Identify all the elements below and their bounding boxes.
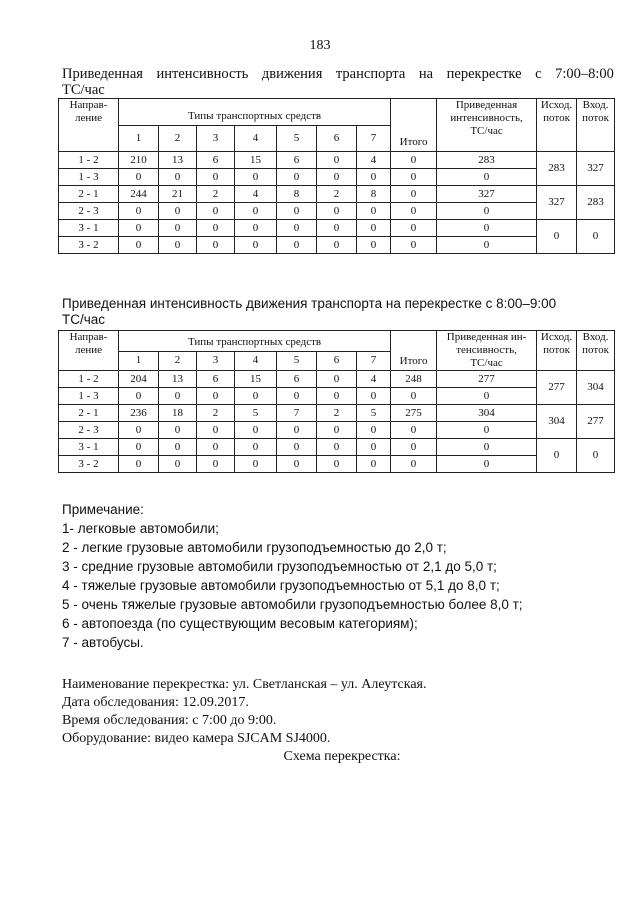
- vehicle-types-header: Типы транспортных средств: [119, 99, 391, 126]
- value-cell: 0: [277, 388, 317, 405]
- incoming-flow-cell: 0: [577, 439, 615, 473]
- total-cell: 248: [391, 371, 437, 388]
- value-cell: 0: [119, 169, 159, 186]
- reduced-intensity-cell: 0: [437, 456, 537, 473]
- direction-cell: 1 - 3: [59, 169, 119, 186]
- value-cell: 0: [277, 456, 317, 473]
- value-cell: 0: [317, 152, 357, 169]
- type-number-header: 7: [357, 351, 391, 370]
- survey-time: Время обследования: с 7:00 до 9:00.: [62, 713, 277, 728]
- direction-cell: 3 - 1: [59, 220, 119, 237]
- value-cell: 0: [317, 388, 357, 405]
- value-cell: 7: [277, 405, 317, 422]
- value-cell: 0: [197, 237, 235, 254]
- value-cell: 0: [317, 203, 357, 220]
- value-cell: 18: [159, 405, 197, 422]
- value-cell: 4: [357, 371, 391, 388]
- value-cell: 0: [159, 388, 197, 405]
- value-cell: 6: [197, 152, 235, 169]
- value-cell: 0: [277, 422, 317, 439]
- title-word: с: [535, 66, 542, 82]
- type-number-header: 4: [235, 351, 277, 370]
- value-cell: 5: [235, 405, 277, 422]
- direction-cell: 3 - 1: [59, 439, 119, 456]
- incoming-flow-cell: 304: [577, 371, 615, 405]
- value-cell: 0: [235, 422, 277, 439]
- reduced-intensity-header: Приведенная ин- тенсивность, ТС/час: [437, 331, 537, 371]
- value-cell: 0: [235, 220, 277, 237]
- value-cell: 0: [159, 456, 197, 473]
- title-word: движения: [261, 66, 323, 82]
- direction-header: Направ- ление: [59, 99, 119, 152]
- value-cell: 0: [197, 439, 235, 456]
- table-row: [59, 371, 615, 388]
- note-item: 4 - тяжелые грузовые автомобили грузоподъемностью от 5,1 до 8,0 т;: [62, 578, 500, 593]
- value-cell: 0: [119, 237, 159, 254]
- value-cell: 0: [119, 422, 159, 439]
- value-cell: 0: [317, 220, 357, 237]
- value-cell: 2: [317, 186, 357, 203]
- note-item: 7 - автобусы.: [62, 635, 144, 650]
- value-cell: 21: [159, 186, 197, 203]
- value-cell: 0: [159, 203, 197, 220]
- note-item: 3 - средние грузовые автомобили грузоподъемностью от 2,1 до 5,0 т;: [62, 559, 497, 574]
- total-header: Итого: [391, 331, 437, 371]
- table-row: [59, 203, 615, 220]
- table2-title: [62, 296, 614, 328]
- direction-cell: 3 - 2: [59, 237, 119, 254]
- direction-cell: 2 - 3: [59, 203, 119, 220]
- value-cell: 0: [235, 456, 277, 473]
- value-cell: 0: [317, 371, 357, 388]
- note-item: 1- легковые автомобили;: [62, 521, 219, 536]
- value-cell: 210: [119, 152, 159, 169]
- value-cell: 0: [159, 422, 197, 439]
- value-cell: 0: [317, 439, 357, 456]
- direction-cell: 1 - 3: [59, 388, 119, 405]
- value-cell: 0: [317, 422, 357, 439]
- note-item: 6 - автопоезда (по существующим весовым категориям);: [62, 616, 418, 631]
- outgoing-flow-header: Исход. поток: [537, 99, 577, 152]
- value-cell: 0: [357, 456, 391, 473]
- title-word: интенсивность: [156, 66, 249, 82]
- value-cell: 0: [357, 388, 391, 405]
- total-cell: 275: [391, 405, 437, 422]
- table1-title: [62, 66, 614, 98]
- table-row: [59, 152, 615, 169]
- outgoing-flow-cell: 0: [537, 220, 577, 254]
- type-number-header: 3: [197, 351, 235, 370]
- value-cell: 0: [197, 388, 235, 405]
- reduced-intensity-cell: 283: [437, 152, 537, 169]
- total-cell: 0: [391, 169, 437, 186]
- value-cell: 0: [159, 220, 197, 237]
- reduced-intensity-cell: 277: [437, 371, 537, 388]
- table-row: [59, 220, 615, 237]
- value-cell: 15: [235, 371, 277, 388]
- value-cell: 4: [235, 186, 277, 203]
- note-item: 5 - очень тяжелые грузовые автомобили грузоподъемностью более 8,0 т;: [62, 597, 523, 612]
- reduced-intensity-cell: 0: [437, 220, 537, 237]
- value-cell: 0: [235, 439, 277, 456]
- reduced-intensity-cell: 0: [437, 237, 537, 254]
- table1: [58, 98, 615, 254]
- value-cell: 204: [119, 371, 159, 388]
- total-cell: 0: [391, 388, 437, 405]
- value-cell: 0: [317, 169, 357, 186]
- direction-cell: 2 - 1: [59, 186, 119, 203]
- table-row: [59, 456, 615, 473]
- vehicle-types-header: Типы транспортных средств: [119, 331, 391, 352]
- value-cell: 0: [277, 439, 317, 456]
- reduced-intensity-cell: 304: [437, 405, 537, 422]
- value-cell: 0: [119, 388, 159, 405]
- value-cell: 244: [119, 186, 159, 203]
- total-cell: 0: [391, 203, 437, 220]
- type-number-header: 6: [317, 351, 357, 370]
- incoming-flow-header: Вход. поток: [577, 99, 615, 152]
- incoming-flow-cell: 327: [577, 152, 615, 186]
- value-cell: 0: [119, 203, 159, 220]
- direction-cell: 1 - 2: [59, 152, 119, 169]
- survey-equipment: Оборудование: видео камера SJCAM SJ4000.: [62, 731, 331, 746]
- value-cell: 0: [277, 169, 317, 186]
- value-cell: 0: [357, 220, 391, 237]
- total-cell: 0: [391, 152, 437, 169]
- title-word: транспорта: [335, 66, 406, 82]
- value-cell: 0: [159, 237, 197, 254]
- outgoing-flow-cell: 304: [537, 405, 577, 439]
- value-cell: 236: [119, 405, 159, 422]
- type-number-header: 1: [119, 126, 159, 152]
- value-cell: 2: [317, 405, 357, 422]
- value-cell: 8: [277, 186, 317, 203]
- title-word: Приведенная: [62, 66, 143, 82]
- incoming-flow-cell: 283: [577, 186, 615, 220]
- note-item: 2 - легкие грузовые автомобили грузоподъемностью до 2,0 т;: [62, 540, 447, 555]
- total-cell: 0: [391, 220, 437, 237]
- type-number-header: 6: [317, 126, 357, 152]
- outgoing-flow-header: Исход. поток: [537, 331, 577, 371]
- intersection-name: Наименование перекрестка: ул. Светланская – ул. Алеутская.: [62, 677, 427, 692]
- title-word: на: [418, 66, 434, 82]
- scheme-caption: Схема перекрестка:: [283, 749, 401, 764]
- value-cell: 0: [197, 220, 235, 237]
- value-cell: 0: [357, 169, 391, 186]
- value-cell: 0: [357, 422, 391, 439]
- value-cell: 5: [357, 405, 391, 422]
- value-cell: 0: [119, 456, 159, 473]
- table-row: [59, 186, 615, 203]
- incoming-flow-header: Вход. поток: [577, 331, 615, 371]
- value-cell: 0: [197, 203, 235, 220]
- value-cell: 6: [197, 371, 235, 388]
- title-word: 7:00–8:00: [555, 66, 614, 82]
- reduced-intensity-cell: 0: [437, 203, 537, 220]
- value-cell: 0: [119, 220, 159, 237]
- table1-title-line1: [62, 66, 614, 82]
- header-row: [59, 99, 615, 126]
- value-cell: 0: [197, 456, 235, 473]
- type-number-header: 2: [159, 351, 197, 370]
- reduced-intensity-header: Приведенная интенсивность, ТС/час: [437, 99, 537, 152]
- total-cell: 0: [391, 456, 437, 473]
- direction-cell: 2 - 3: [59, 422, 119, 439]
- direction-cell: 3 - 2: [59, 456, 119, 473]
- value-cell: 0: [357, 237, 391, 254]
- table-row: [59, 237, 615, 254]
- value-cell: 0: [317, 456, 357, 473]
- total-cell: 0: [391, 422, 437, 439]
- value-cell: 0: [277, 203, 317, 220]
- value-cell: 0: [235, 388, 277, 405]
- page-number: 183: [309, 38, 331, 53]
- direction-cell: 1 - 2: [59, 371, 119, 388]
- reduced-intensity-cell: 0: [437, 169, 537, 186]
- total-cell: 0: [391, 439, 437, 456]
- table-row: [59, 405, 615, 422]
- table-row: [59, 439, 615, 456]
- survey-date: Дата обследования: 12.09.2017.: [62, 695, 249, 710]
- value-cell: 4: [357, 152, 391, 169]
- table2-title-line2: ТС/час: [62, 312, 106, 327]
- value-cell: 0: [357, 203, 391, 220]
- value-cell: 2: [197, 405, 235, 422]
- outgoing-flow-cell: 0: [537, 439, 577, 473]
- type-number-header: 5: [277, 351, 317, 370]
- reduced-intensity-cell: 0: [437, 388, 537, 405]
- incoming-flow-cell: 0: [577, 220, 615, 254]
- value-cell: 0: [277, 220, 317, 237]
- value-cell: 0: [357, 439, 391, 456]
- value-cell: 0: [277, 237, 317, 254]
- value-cell: 15: [235, 152, 277, 169]
- reduced-intensity-cell: 0: [437, 439, 537, 456]
- type-number-header: 4: [235, 126, 277, 152]
- outgoing-flow-cell: 327: [537, 186, 577, 220]
- table1-title-line2: ТС/час: [62, 82, 105, 98]
- value-cell: 0: [235, 237, 277, 254]
- value-cell: 0: [197, 169, 235, 186]
- reduced-intensity-cell: 327: [437, 186, 537, 203]
- notes: [62, 500, 622, 652]
- table-row: [59, 388, 615, 405]
- header-row: [59, 331, 615, 352]
- value-cell: 2: [197, 186, 235, 203]
- value-cell: 13: [159, 152, 197, 169]
- value-cell: 0: [119, 439, 159, 456]
- type-number-header: 3: [197, 126, 235, 152]
- outgoing-flow-cell: 277: [537, 371, 577, 405]
- direction-header: Направ- ление: [59, 331, 119, 371]
- value-cell: 0: [317, 237, 357, 254]
- value-cell: 0: [235, 203, 277, 220]
- total-cell: 0: [391, 186, 437, 203]
- value-cell: 0: [159, 169, 197, 186]
- notes-heading: Примечание:: [62, 502, 144, 517]
- outgoing-flow-cell: 283: [537, 152, 577, 186]
- reduced-intensity-cell: 0: [437, 422, 537, 439]
- survey-info: [62, 676, 622, 766]
- total-cell: 0: [391, 237, 437, 254]
- type-number-header: 5: [277, 126, 317, 152]
- table2-title-line1: Приведенная интенсивность движения транспорта на перекрестке с 8:00–9:00: [62, 296, 557, 311]
- table-row: [59, 422, 615, 439]
- value-cell: 8: [357, 186, 391, 203]
- type-number-header: 2: [159, 126, 197, 152]
- table2: [58, 330, 615, 473]
- value-cell: 6: [277, 371, 317, 388]
- type-number-header: 7: [357, 126, 391, 152]
- value-cell: 0: [197, 422, 235, 439]
- value-cell: 6: [277, 152, 317, 169]
- value-cell: 0: [235, 169, 277, 186]
- table-row: [59, 169, 615, 186]
- type-number-header: 1: [119, 351, 159, 370]
- direction-cell: 2 - 1: [59, 405, 119, 422]
- value-cell: 0: [159, 439, 197, 456]
- incoming-flow-cell: 277: [577, 405, 615, 439]
- value-cell: 13: [159, 371, 197, 388]
- title-word: перекрестке: [446, 66, 522, 82]
- total-header: Итого: [391, 99, 437, 152]
